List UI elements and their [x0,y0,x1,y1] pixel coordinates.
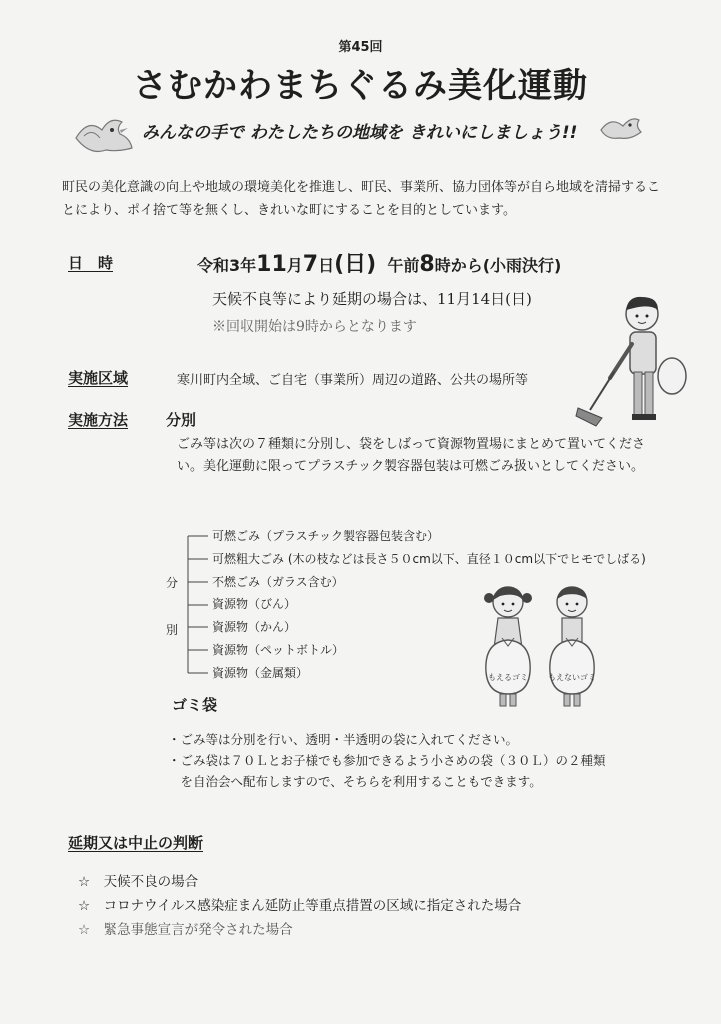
edition-number: 第45回 [338,40,383,55]
collection-note: ※回収開始は9時からとなります [212,319,417,335]
criteria-item: ☆ 緊急事態宣言が発令された場合 [78,922,293,938]
date-day: 7 [302,252,319,277]
bag-label-burnable: もえるゴミ [488,673,528,682]
category-item: 資源物（ペットボトル） [212,642,345,657]
category-item: 不燃ごみ（ガラス含む） [212,574,344,589]
start-hour: 8 [419,252,435,277]
category-item: 可燃ごみ（プラスチック製容器包装含む） [212,529,440,543]
bag-note: ・ごみ等は分別を行い、透明・半透明の袋に入れてください。 [168,732,519,747]
cancellation-criteria-list [78,870,521,942]
date-era: 令和3年 [197,256,257,275]
area-label: 実施区域 [68,369,129,387]
bag-note: ・ごみ袋は７０Ｌとお子様でも参加できるよう小さめの袋（３０Ｌ）の２種類 [168,753,606,768]
category-item: 可燃粗大ごみ (木の枝などは長さ５０cm以下、直径１０cm以下でヒモでしばる) [212,551,646,566]
bag-note: を自治会へ配布しますので、そちらを利用することもできます。 [168,774,542,789]
method-text: ごみ等は次の７種類に分別し、袋をしばって資源物置場にまとめて置いてください。美化運動に限ってプラスチック製容器包装は可燃ごみ扱いとしてください。 [177,437,646,474]
category-tree-lines [180,525,212,685]
category-item: 資源物（かん） [212,620,297,635]
bird-illustration-left [70,108,136,160]
method-label: 実施方法 [68,411,129,429]
category-item: 資源物（びん） [212,597,297,612]
start-prefix: 午前 [387,256,420,275]
postpone-note: 天候不良等により延期の場合は、11月14日(日) [212,290,532,308]
garbage-bags-notes [168,729,606,792]
children-with-garbage-bags-illustration [474,582,604,714]
schedule-label: 日 時 [68,254,114,272]
sweeping-person-illustration [574,292,690,428]
bird-illustration-right [597,110,647,146]
garbage-bags-title: ゴミ袋 [172,696,218,714]
date-day-unit: 日 [318,256,335,275]
criteria-item: ☆ 天候不良の場合 [78,874,199,890]
area-text: 寒川町内全域、ご自宅（事業所）周辺の道路、公共の場所等 [177,373,529,388]
category-group-label-top: 分 [166,576,179,590]
category-item: 資源物（金属類） [212,665,309,680]
method-subhead: 分別 [166,411,197,429]
date-month-unit: 月 [286,256,303,275]
weather-note: (小雨決行) [482,256,562,275]
event-datetime [197,247,561,278]
date-weekday: (日) [334,252,377,277]
start-suffix: 時から [434,256,483,275]
page-title: さむかわまちぐるみ美化運動 [133,66,588,106]
intro-paragraph: 町民の美化意識の向上や地域の環境美化を推進し、町民、事業所、協力団体等が自ら地域を清掃することにより、ポイ捨て等を無くし、きれいな町にすることを目的としています。 [62,180,661,218]
slogan: みんなの手で わたしたちの地域を きれいにしましょう!! [142,123,578,143]
bag-label-nonburnable: もえないゴミ [548,673,596,682]
date-month: 11 [256,252,287,277]
cancellation-criteria-title: 延期又は中止の判断 [68,834,204,852]
criteria-item: ☆ コロナウイルス感染症まん延防止等重点措置の区域に指定された場合 [78,898,522,914]
category-group-label-bottom: 別 [166,623,179,637]
